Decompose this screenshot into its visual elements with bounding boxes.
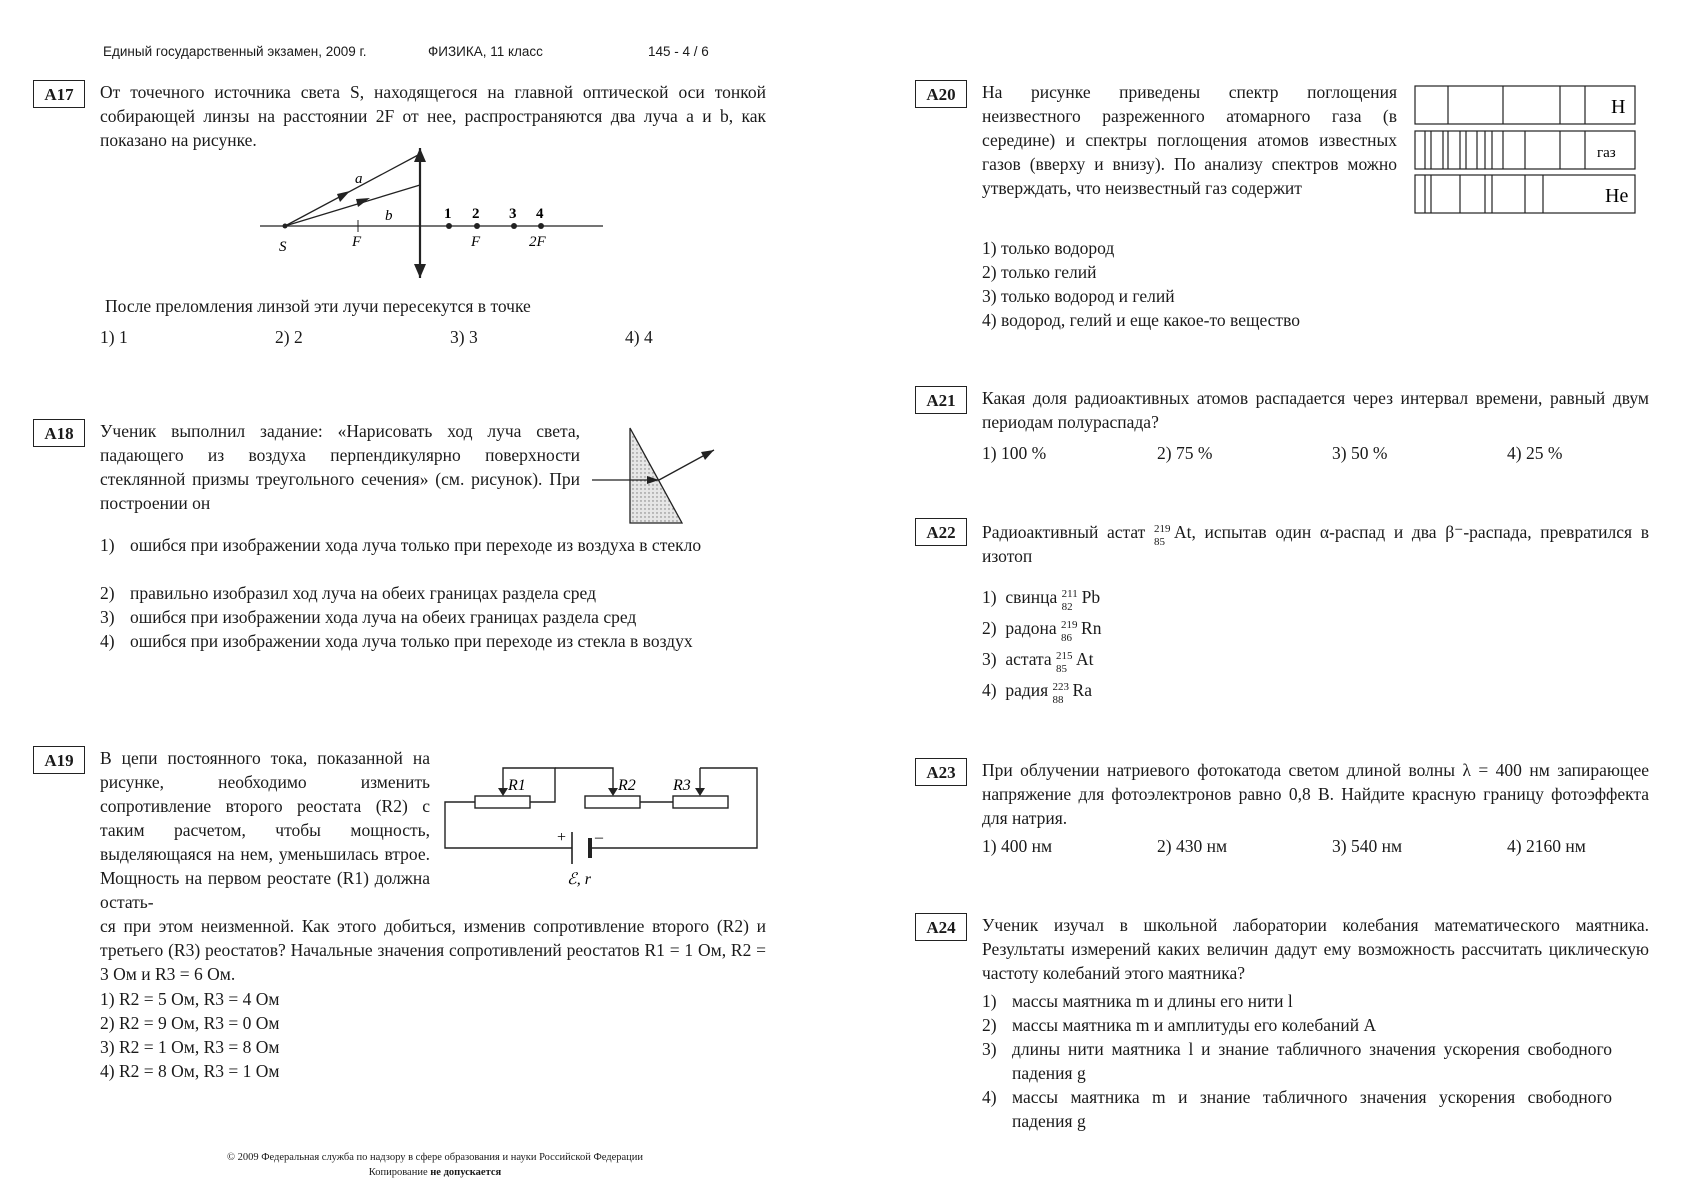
answer-option[interactable]: 4) R2 = 8 Ом, R3 = 1 Ом (100, 1061, 280, 1081)
answer-option[interactable]: 1) 400 нм (982, 836, 1053, 856)
answer-option[interactable]: 2) 430 нм (1157, 836, 1228, 856)
answer-option[interactable]: 3) R2 = 1 Ом, R3 = 8 Ом (100, 1037, 280, 1057)
answer-option[interactable]: 4) водород, гелий и еще какое-то вещество (982, 310, 1300, 330)
focus-right-label: F (471, 234, 481, 250)
question-text-continued: ся при этом неизменной. Как этого добиться, изменив сопротивление второго (R2) и третьего (R3) реостатов? Начальные значения сопротивлений реостатов R1 = 1 Ом, R2 = 3 Ом и R3 = 6 Ом. (100, 916, 766, 984)
point-3-label: 3 (509, 206, 517, 222)
ray-a-label: a (355, 171, 363, 187)
answer-option[interactable]: правильно изобразил ход луча на обеих границах раздела сред (130, 583, 596, 603)
answer-option[interactable]: длины нити маятника l и знание табличного значения ускорения свободного падения g (1012, 1039, 1612, 1083)
r2-label: R2 (618, 777, 636, 794)
answer-option[interactable]: 1) 100 % (982, 443, 1047, 463)
nuclide-astat: 219 85 (1154, 523, 1171, 548)
option-number: 3) (982, 1039, 997, 1059)
answer-option[interactable]: 1) свинца 211 82 Pb (982, 587, 1101, 613)
answer-option[interactable]: 3) 540 нм (1332, 836, 1403, 856)
copy-notice: Копирование не допускается (368, 1167, 502, 1178)
question-prompt: После преломления линзой эти лучи пересекутся в точке (105, 296, 531, 316)
answer-option[interactable]: 4) 4 (625, 327, 653, 347)
ray-b-label: b (385, 208, 393, 224)
option-number: 1) (100, 535, 115, 555)
point-1-label: 1 (444, 206, 452, 222)
answer-option[interactable]: 2) 2 (275, 327, 303, 347)
text-before: Радиоактивный астат (982, 522, 1146, 542)
answer-option[interactable]: 3) 3 (450, 327, 478, 347)
option-number: 4) (982, 1087, 997, 1107)
answer-option[interactable]: массы маятника m и амплитуды его колебаний A (1012, 1015, 1377, 1035)
answer-option[interactable]: ошибся при изображении хода луча только при переходе из воздуха в стекло (130, 535, 702, 555)
copyright-line: © 2009 Федеральная служба по надзору в сфере образования и науки Российской Федерации (226, 1152, 644, 1163)
answer-option[interactable]: 3) астата 215 85 At (982, 649, 1094, 675)
option-number: 2) (982, 1015, 997, 1035)
page-footer (170, 1150, 700, 1180)
page-number: 145 - 4 / 6 (648, 44, 709, 59)
answer-option[interactable]: 2) R2 = 9 Ом, R3 = 0 Ом (100, 1013, 280, 1033)
spectra-diagram (1415, 86, 1637, 214)
option-number: 4) (100, 631, 115, 651)
answer-option[interactable]: ошибся при изображении хода луча только при переходе из стекла в воздух (130, 631, 693, 651)
question-number: A21 (915, 386, 967, 414)
question-text: На рисунке приведены спектр поглощения неизвестного разреженного атомарного газа (в середине) и спектры поглощения атомов известных газов (вверху и внизу). По анализу спектров можно утверждать, что неизвестный газ содержит (982, 82, 1397, 198)
question-text: В цепи постоянного тока, показанной на рисунке, необходимо изменить сопротивление второго реостата (R2) с таким расчетом, чтобы мощность, выделяющаяся на нем, уменьшилась втрое. Мощность на первом реостате (R1) должна остать- (100, 748, 430, 912)
text-after: , испытав один α-распад и два β⁻-распада, превратился в изотоп (982, 522, 1649, 566)
answer-option[interactable]: 4) 25 % (1507, 443, 1563, 463)
question-number: A17 (33, 80, 85, 108)
question-text: Какая доля радиоактивных атомов распадается через интервал времени, равный двум периодам полураспада? (982, 388, 1649, 432)
point-2-label: 2 (472, 206, 480, 222)
prism-diagram (592, 428, 722, 528)
lens-ray-diagram (255, 148, 615, 288)
answer-option[interactable]: 1) R2 = 5 Ом, R3 = 4 Ом (100, 989, 280, 1009)
double-focus-label: 2F (529, 234, 546, 250)
answer-option[interactable]: ошибся при изображении хода луча на обеих границах раздела сред (130, 607, 637, 627)
question-text: Ученик выполнил задание: «Нарисовать ход луча света, падающего из воздуха перпендикулярно поверхности стеклянной призмы треугольного сечения» (см. рисунок). При построении он (100, 421, 580, 513)
subject-title: ФИЗИКА, 11 класс (428, 44, 543, 59)
question-number: A22 (915, 518, 967, 546)
source-label: S (279, 239, 287, 255)
option-number: 1) (982, 991, 997, 1011)
unknown-gas-label: газ (1597, 145, 1616, 161)
exam-title: Единый государственный экзамен, 2009 г. (103, 44, 367, 59)
answer-option[interactable]: 3) только водород и гелий (982, 286, 1175, 306)
question-number: A24 (915, 913, 967, 941)
answer-option[interactable]: массы маятника m и длины его нити l (1012, 991, 1293, 1011)
answer-option[interactable]: 3) 50 % (1332, 443, 1388, 463)
question-number: A19 (33, 746, 85, 774)
question-text (982, 520, 1649, 568)
point-4-label: 4 (536, 206, 544, 222)
option-number: 3) (100, 607, 115, 627)
answer-option[interactable]: 2) 75 % (1157, 443, 1213, 463)
r1-label: R1 (508, 777, 526, 794)
question-text: От точечного источника света S, находящегося на главной оптической оси тонкой собирающей линзы на расстоянии 2F от нее, распространяются два луча a и b, как показано на рисунке. (100, 82, 766, 150)
option-number: 2) (100, 583, 115, 603)
question-number: A18 (33, 419, 85, 447)
answer-option[interactable]: 1) 1 (100, 327, 128, 347)
emf-label: ℰ, r (567, 871, 591, 888)
answer-option[interactable]: 4) 2160 нм (1507, 836, 1586, 856)
answer-option[interactable]: 1) только водород (982, 238, 1115, 258)
focus-left-label: F (352, 234, 362, 250)
circuit-diagram (445, 760, 765, 890)
hydrogen-label: H (1611, 96, 1626, 118)
answer-option[interactable]: 2) радона 219 86 Rn (982, 618, 1102, 644)
battery-plus: + (557, 829, 567, 846)
question-number: A20 (915, 80, 967, 108)
r3-label: R3 (673, 777, 691, 794)
question-text: При облучении натриевого фотокатода светом длиной волны λ = 400 нм запирающее напряжение для фотоэлектронов равно 0,8 В. Найдите красную границу фотоэффекта для натрия. (982, 760, 1649, 828)
question-text: Ученик изучал в школьной лаборатории колебания математического маятника. Результаты измерений каких величин дадут ему возможность рассчитать циклическую частоту колебаний этого маятника? (982, 915, 1649, 983)
answer-option[interactable]: 2) только гелий (982, 262, 1097, 282)
answer-option[interactable]: массы маятника m и знание табличного значения ускорения свободного падения g (1012, 1087, 1612, 1131)
nuclide-symbol: At (1174, 522, 1192, 542)
helium-label: He (1605, 185, 1629, 207)
battery-minus: – (595, 829, 603, 846)
answer-option[interactable]: 4) радия 223 88 Ra (982, 680, 1092, 706)
question-number: A23 (915, 758, 967, 786)
